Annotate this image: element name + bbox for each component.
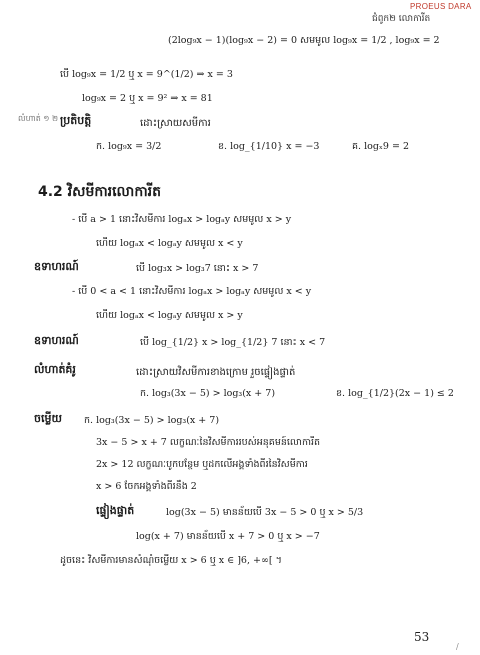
section-title: 4.2 វិសមីការលោការីត bbox=[38, 184, 161, 200]
verification-label: ផ្ទៀងផ្ទាត់ bbox=[96, 504, 135, 517]
example-label: ឧទាហរណ៍ bbox=[34, 260, 79, 273]
corner-mark: / bbox=[456, 642, 459, 651]
exercise-instruction: ដោះស្រាយសមីការ bbox=[140, 118, 211, 129]
running-head: ជំពូក២ លោការីត bbox=[372, 14, 431, 24]
rule-line: - បើ 0 < a < 1 នោះវិសមីការ logₐx > logₐy សមមូល x < y bbox=[72, 286, 312, 297]
solution-line: បើ log₉x = 1/2 ឬ x = 9^(1/2) ⇒ x = 3 bbox=[60, 69, 233, 80]
verification-line: log(x + 7) មានន័យបើ x + 7 > 0 ឬ x > −7 bbox=[136, 531, 320, 542]
answer-step: x > 6 ចែកអង្គទាំងពីរនឹង 2 bbox=[96, 481, 197, 492]
solution-line: log₉x = 2 ឬ x = 9² ⇒ x = 81 bbox=[82, 93, 213, 104]
example-text: បើ log_{1/2} x > log_{1/2} 7 នោះ x < 7 bbox=[140, 337, 326, 348]
exercise-item-c: គ. logₓ9 = 2 bbox=[352, 141, 410, 152]
worked-problem-label: លំហាត់គំរូ bbox=[34, 363, 76, 376]
answer-step: 2x > 12 លក្ខណៈបូកបន្ថែម ឬដកលើអង្គទាំងពីរនៃវិសមីការ bbox=[96, 459, 308, 470]
brand-watermark: PROEUS DARA bbox=[410, 2, 472, 11]
worked-problem-instruction: ដោះស្រាយវិសមីការខាងក្រោម រួចផ្ទៀងផ្ទាត់ bbox=[136, 367, 296, 378]
verification-line: log(3x − 5) មានន័យបើ 3x − 5 > 0 ឬ x > 5/3 bbox=[166, 507, 364, 518]
example-label: ឧទាហរណ៍ bbox=[34, 334, 79, 347]
margin-note: លំហាត់ ១ ២ bbox=[18, 114, 59, 123]
equation-line: (2log₉x − 1)(log₉x − 2) = 0 សមមូល log₉x = 1/2 , log₉x = 2 bbox=[168, 35, 440, 46]
problem-item-a: ក. log₃(3x − 5) > log₃(x + 7) bbox=[140, 388, 276, 399]
problem-item-b: ខ. log_{1/2}(2x − 1) ≤ 2 bbox=[336, 388, 454, 399]
page-number: 53 bbox=[414, 630, 430, 644]
answer-line: ក. log₃(3x − 5) > log₃(x + 7) bbox=[84, 415, 220, 426]
conclusion-line: ដូចនេះ វិសមីការមានសំណុំចម្លើយ x > 6 ឬ x ∈ ]6, +∞[ ។ bbox=[60, 555, 282, 566]
exercise-item-a: ក. log₉x = 3/2 bbox=[96, 141, 162, 152]
answer-step: 3x − 5 > x + 7 លក្ខណៈនៃវិសមីការរបស់អនុគមន៍លោការីត bbox=[96, 437, 321, 448]
rule-line: ហើយ logₐx < logₐy សមមូល x < y bbox=[96, 238, 243, 249]
answer-label: ចម្លើយ bbox=[34, 412, 62, 425]
rule-line: ហើយ logₐx < logₐy សមមូល x > y bbox=[96, 310, 243, 321]
exercise-heading: ប្រតិបត្តិ bbox=[60, 114, 92, 127]
example-text: បើ log₃x > log₃7 នោះ x > 7 bbox=[136, 263, 259, 274]
rule-line: - បើ a > 1 នោះវិសមីការ logₐx > logₐy សមមូល x > y bbox=[72, 214, 292, 225]
exercise-item-b: ខ. log_{1/10} x = −3 bbox=[218, 141, 320, 152]
